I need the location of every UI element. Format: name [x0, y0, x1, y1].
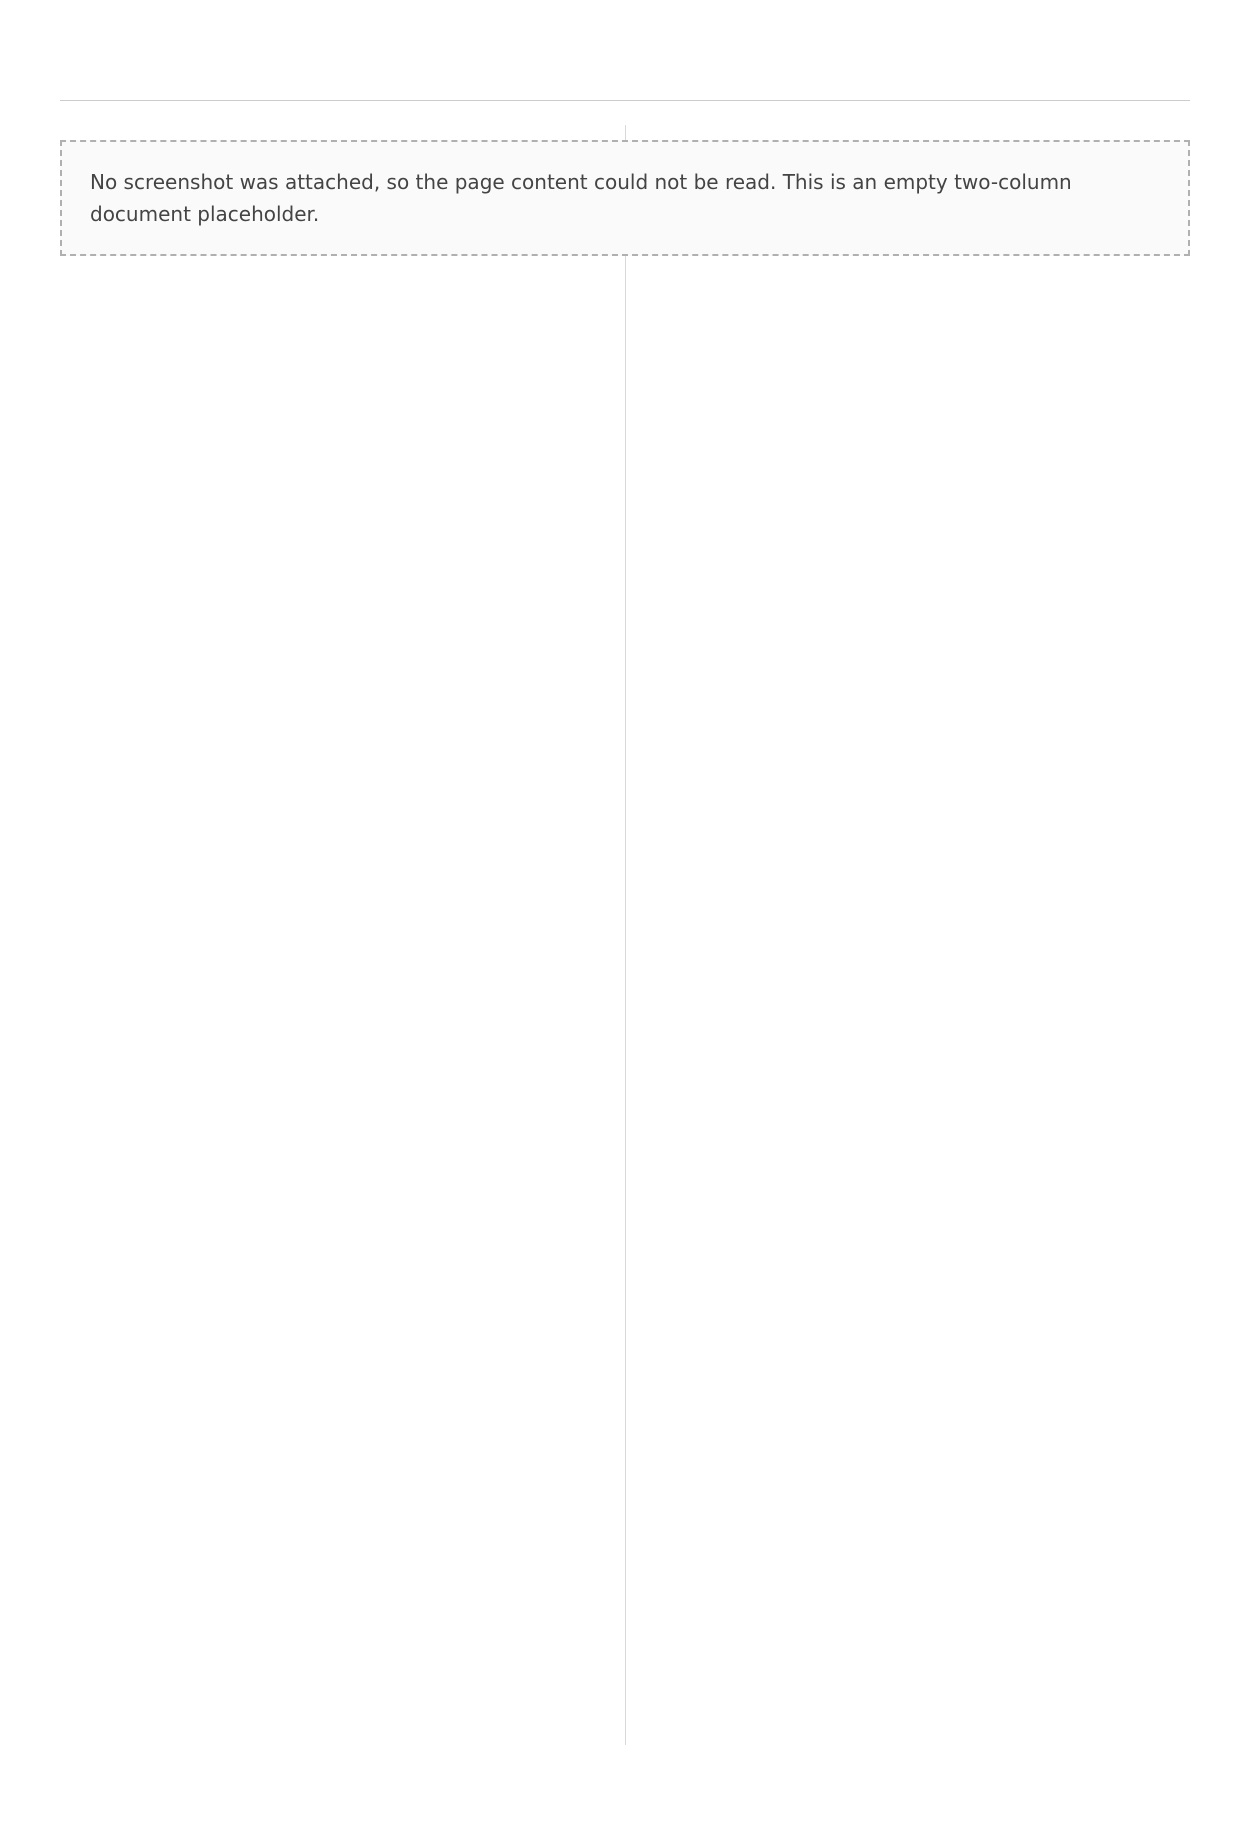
- right-column-text: [666, 125, 1191, 1745]
- missing-image-notice: No screenshot was attached, so the page content could not be read. This is an empty two-column document placeholder.: [60, 140, 1190, 256]
- column-divider: [625, 125, 626, 1745]
- two-column-body: [60, 125, 1190, 1745]
- left-column-text: [60, 125, 585, 1745]
- running-header: [60, 60, 1190, 101]
